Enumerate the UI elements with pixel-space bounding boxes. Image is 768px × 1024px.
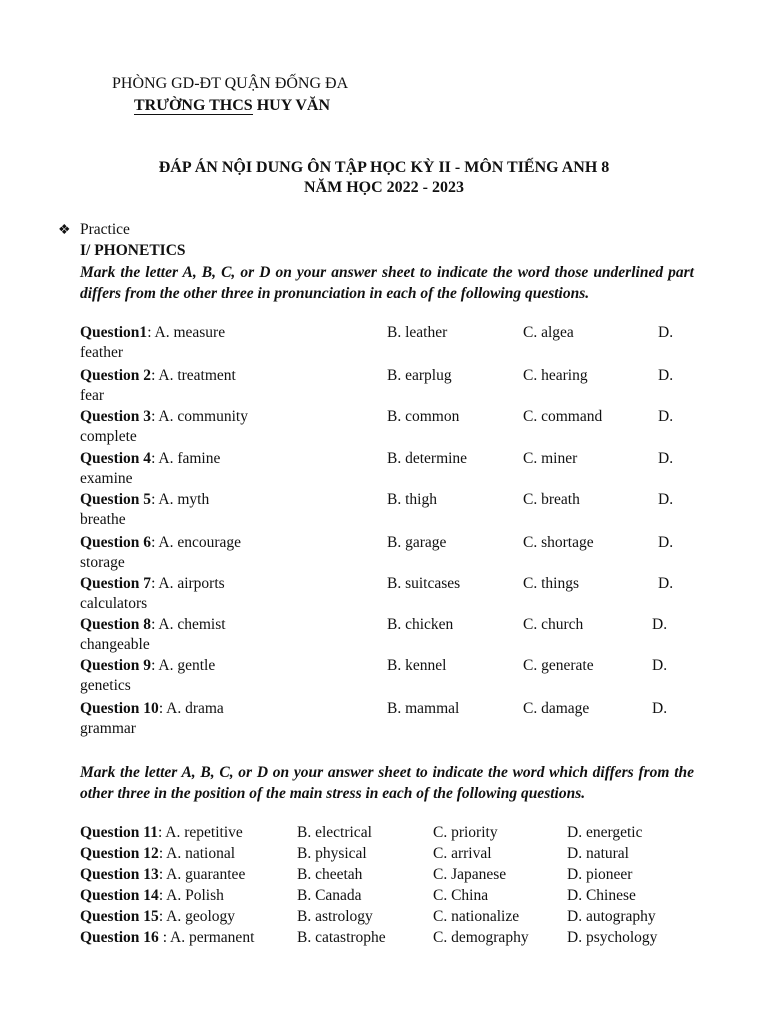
option-d: D. natural [567, 845, 629, 862]
phonetics-instruction: Mark the letter A, B, C, or D on your answer sheet to indicate the word those underlined part differs from the other three in pronunciation in each of the following questions. [80, 264, 694, 302]
option-a: : A. encourage [151, 534, 242, 551]
option-a: : A. Polish [158, 887, 224, 904]
school-name [134, 96, 330, 116]
option-d-letter: D. [658, 575, 674, 592]
question-label-and-option-a [80, 823, 243, 843]
option-d: D. Chinese [567, 887, 636, 904]
question-label: Question 14 [80, 887, 159, 904]
option-b: B. garage [387, 534, 447, 551]
question-label: Question 13 [80, 866, 159, 883]
option-d-letter: D. [658, 491, 674, 508]
practice-label: Practice [80, 221, 130, 238]
option-c: C. church [523, 616, 584, 633]
option-d-word: genetics [80, 677, 131, 694]
option-a: : A. chemist [151, 616, 226, 633]
option-a: : A. repetitive [157, 824, 243, 841]
question-label-and-option-a [80, 865, 245, 885]
option-a: : A. community [151, 408, 248, 425]
option-a: : A. measure [147, 324, 226, 341]
option-a: : A. gentle [151, 657, 216, 674]
option-b: B. Canada [297, 887, 362, 904]
option-b: B. determine [387, 450, 468, 467]
question-label-and-option-a [80, 928, 254, 948]
option-a: : A. drama [158, 700, 224, 717]
question-label-and-option-a [80, 699, 224, 719]
question-label: Question 8 [80, 616, 152, 633]
option-b: B. astrology [297, 908, 373, 925]
question-label: Question 7 [80, 575, 152, 592]
option-d-letter: D. [658, 450, 674, 467]
option-b: B. mammal [387, 700, 460, 717]
option-c: C. priority [433, 824, 498, 841]
question-label: Question 4 [80, 450, 152, 467]
option-d-word: feather [80, 344, 124, 361]
option-c: C. China [433, 887, 489, 904]
question-label: Question 11 [80, 824, 158, 841]
option-b: B. suitcases [387, 575, 461, 592]
option-a: : A. national [158, 845, 236, 862]
option-a: : A. airports [151, 575, 225, 592]
department-name: PHÒNG GD-ĐT QUẬN ĐỐNG ĐA [112, 75, 349, 92]
option-d-letter: D. [658, 367, 674, 384]
question-label: Question 9 [80, 657, 152, 674]
option-c: C. arrival [433, 845, 492, 862]
option-d: D. pioneer [567, 866, 633, 883]
option-b: B. chicken [387, 616, 454, 633]
question-label-and-option-a [80, 533, 241, 553]
question-label: Question 15 [80, 908, 159, 925]
option-c: C. damage [523, 700, 590, 717]
option-a: : A. geology [158, 908, 236, 925]
option-d-letter: D. [658, 324, 674, 341]
question-label: Question 16 [80, 929, 163, 946]
question-label: Question1 [80, 324, 148, 341]
option-d-letter: D. [652, 700, 668, 717]
option-c: C. generate [523, 657, 594, 674]
option-c: C. things [523, 575, 579, 592]
school-name-rest: HUY VĂN [252, 97, 331, 114]
school-name-underlined: TRƯỜNG THCS [134, 97, 253, 114]
question-label: Question 3 [80, 408, 152, 425]
option-c: C. demography [433, 929, 529, 946]
option-c: C. hearing [523, 367, 588, 384]
option-d-word: examine [80, 470, 133, 487]
option-c: C. shortage [523, 534, 594, 551]
option-b: B. common [387, 408, 460, 425]
option-d: D. psychology [567, 929, 658, 946]
question-label-and-option-a [80, 615, 226, 635]
question-label: Question 6 [80, 534, 152, 551]
question-label-and-option-a [80, 490, 209, 510]
option-d-word: breathe [80, 511, 126, 528]
question-label-and-option-a [80, 449, 220, 469]
question-label-and-option-a [80, 323, 225, 343]
option-b: B. catastrophe [297, 929, 386, 946]
question-label-and-option-a [80, 844, 235, 864]
option-d-word: complete [80, 428, 137, 445]
question-label-and-option-a [80, 574, 225, 594]
option-c: C. breath [523, 491, 580, 508]
option-d-letter: D. [652, 657, 668, 674]
option-d: D. energetic [567, 824, 643, 841]
question-label-and-option-a [80, 656, 215, 676]
question-label-and-option-a [80, 407, 248, 427]
question-label-and-option-a [80, 907, 235, 927]
option-c: C. miner [523, 450, 578, 467]
option-d-word: fear [80, 387, 105, 404]
option-a: : A. guarantee [158, 866, 246, 883]
option-d-word: changeable [80, 636, 150, 653]
option-d-word: calculators [80, 595, 148, 612]
option-d-word: grammar [80, 720, 136, 737]
option-b: B. physical [297, 845, 367, 862]
document-title: ĐÁP ÁN NỘI DUNG ÔN TẬP HỌC KỲ II - MÔN TIẾNG ANH 8 [158, 159, 610, 176]
option-c: C. nationalize [433, 908, 520, 925]
question-label-and-option-a [80, 886, 224, 906]
question-label: Question 10 [80, 700, 159, 717]
option-d-letter: D. [658, 534, 674, 551]
option-d-letter: D. [658, 408, 674, 425]
option-b: B. thigh [387, 491, 437, 508]
option-c: C. command [523, 408, 603, 425]
school-year: NĂM HỌC 2022 - 2023 [304, 179, 464, 196]
option-d-word: storage [80, 554, 125, 571]
diamond-bullet-icon: ❖ [58, 223, 71, 238]
question-label-and-option-a [80, 366, 236, 386]
option-b: B. leather [387, 324, 448, 341]
option-c: C. Japanese [433, 866, 507, 883]
option-a: : A. permanent [162, 929, 255, 946]
option-a: : A. treatment [151, 367, 236, 384]
option-b: B. earplug [387, 367, 452, 384]
section-heading-phonetics: I/ PHONETICS [80, 242, 186, 259]
option-b: B. kennel [387, 657, 447, 674]
question-label: Question 12 [80, 845, 159, 862]
question-label: Question 5 [80, 491, 152, 508]
option-d: D. autography [567, 908, 656, 925]
option-d-letter: D. [652, 616, 668, 633]
option-c: C. algea [523, 324, 574, 341]
question-label: Question 2 [80, 367, 152, 384]
option-a: : A. famine [151, 450, 221, 467]
option-a: : A. myth [151, 491, 210, 508]
option-b: B. electrical [297, 824, 372, 841]
option-b: B. cheetah [297, 866, 363, 883]
stress-instruction: Mark the letter A, B, C, or D on your answer sheet to indicate the word which differs from the other three in the position of the main stress in each of the following questions. [80, 764, 694, 802]
